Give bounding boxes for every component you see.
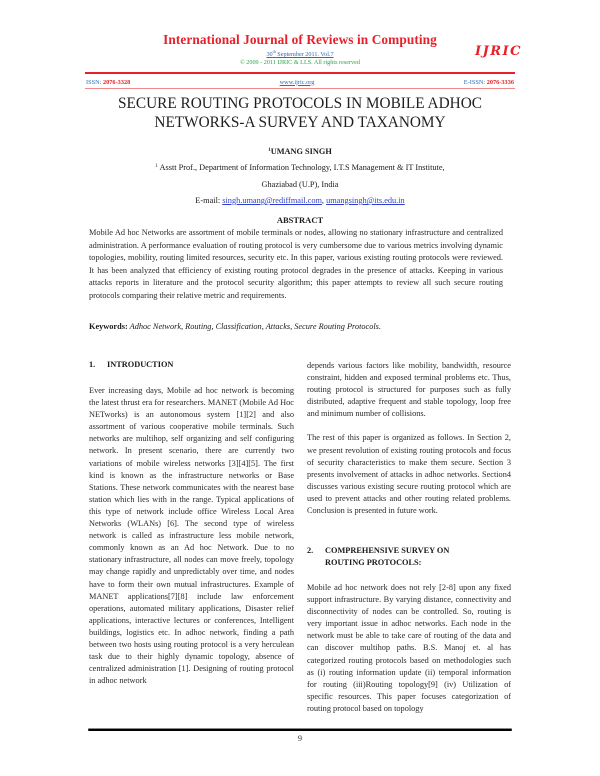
affiliation-line-1 (0, 163, 600, 172)
abstract-heading: ABSTRACT (276, 215, 324, 225)
section-1-heading (89, 360, 173, 369)
intro-paragraph-2: The rest of this paper is organized as follows. In Section 2, we present revolution of existing routing protocols and focus of security characteristics to make them secure. Section 3 presents involvement of attacks in adhoc networks. Section4 discusses various existing secure routing protocol which are used to prevent attacks and other routing related problems. Conclusion is presented in future work. (307, 433, 511, 516)
date-day: 30 (266, 51, 273, 59)
header-rule-top (85, 72, 515, 74)
affiliation-text: Asstt Prof., Department of Information Technology, I.T.S Management & IT Institute, (157, 163, 445, 172)
issn-row (86, 77, 514, 87)
eissn (464, 79, 514, 86)
affiliation-superscript: 1 (155, 164, 158, 169)
section-2-number: 2. (307, 546, 314, 555)
author-text: UMANG SINGH (270, 147, 332, 156)
section-2-title-line-1: COMPREHENSIVE SURVEY ON (325, 546, 450, 555)
section-2-heading (307, 545, 449, 568)
intro-paragraph-1: Ever increasing days, Mobile ad hoc network is becoming the latest thrust era for researchers. MANET (Mobile Ad Hoc NETworks) is an autonomous system [1][2] and also assortment of various cooperative mobile terminals. Such networks are multihop, self organizing and self configuring network. In present scenario, there are currently two variations of mobile wireless networks [3][4][5]. The first kind is known as the infrastructure networks or Base Stations. These network communicates with the nearest base station which lies with in the range. Typical applications of this type of network include office Wireless Local Area Networks (WLANs) [6]. The second type of wireless network is called as infrastructure less mobile network, commonly known as an Ad hoc Network. Due to no stationary infrastructure, all nodes can move freely, topology may change rapidly and unpredictably over time, and nodes have to form their own mutual infrastructures. Example of MANET applications[7][8] include law enforcement operations, automated military applications, Disaster relief applications, interactive lectures or conferences, Intelligent buildings, logistics etc. In adhoc network, finding a path between two hosts using routing protocol is a very herculean task due to their highly dynamic topology, absence of centralized administration [1]. Designing of routing protocol in adhoc network (89, 386, 294, 686)
email-link-1[interactable]: singh.umang@rediffmail.com (222, 196, 322, 205)
page-number: 9 (297, 734, 303, 743)
journal-website-link[interactable]: www.ijric.org (279, 78, 315, 86)
affiliation-line-2: Ghaziabad (U.P), India (261, 180, 339, 189)
keywords (89, 322, 509, 331)
paper-title (0, 94, 600, 132)
section-1-title: INTRODUCTION (107, 360, 174, 369)
abstract-body: Mobile Ad hoc Networks are assortment of mobile terminals or nodes, allowing no stationary infrastructure and centralized administration. A performance evaluation of routing protocol is very cumbersome due to various metrics involving dynamic topologies, mobility, routing limited resources, security etc. In this paper, various existing routing protocols were reviewed. It has been analyzed that efficiency of existing routing protocol degrades in the presence of attacks. Keeping in various attacks reports in literature and the protocol security algorithm; this paper attempts to review all such secure routing protocols comparing their relative metric and requirements. (89, 228, 503, 300)
left-column (89, 385, 294, 687)
author-name (0, 147, 600, 156)
eissn-label: E-ISSN: (463, 78, 486, 86)
date-rest: September 2011. Vol.7 (275, 51, 334, 59)
eissn-value: 2076-3336 (486, 78, 514, 86)
ijric-logo: IJRIC (475, 44, 522, 59)
footer-rule (88, 729, 512, 731)
issn (86, 79, 130, 86)
intro-paragraph-1-continued: depends various factors like mobility, bandwidth, resource constraint, hidden and exposed terminal problems etc. Thus, routing protocol is structured for purposes such as fully distributed, adaptive frequent and stable topology, loop free and minimum number of collisions. (307, 361, 511, 419)
email-row (0, 196, 600, 205)
paper-title-line-1: SECURE ROUTING PROTOCOLS IN MOBILE ADHOC (118, 95, 482, 112)
journal-title: International Journal of Reviews in Computing (163, 32, 437, 47)
survey-paragraph-1: Mobile ad hoc network does not rely [2-8] upon any fixed support infrastructure. By varying distance, connectivity and disconnectivity of nodes can be controlled. So, routing is very important issue in adhoc networks. Each node in the network must be able to take care of routing of the data and can discover multihop paths. B.S. Manoj et. al has categorized routing protocols based on methodologies such as (i) routing information update (ii) temporal information for routing (iii)Routing topology[9] (iv) Utilization of specific resources. This paper focuses categorization of routing protocol based on topology (307, 583, 511, 713)
email-separator: , (321, 196, 327, 205)
section-1-number: 1. (89, 360, 96, 369)
right-column-bottom (307, 582, 511, 715)
keywords-list: Adhoc Network, Routing, Classification, Attacks, Secure Routing Protocols. (127, 322, 381, 331)
email-label: E-mail: (195, 196, 223, 205)
keywords-label: Keywords: (89, 322, 128, 331)
email-link-2[interactable]: umangsingh@its.edu.in (326, 196, 405, 205)
paper-title-line-2: NETWORKS-A SURVEY AND TAXANOMY (154, 114, 446, 131)
issn-label: ISSN: (86, 78, 102, 86)
author-superscript: 1 (268, 148, 271, 153)
section-2-title-line-2: ROUTING PROTOCOLS: (325, 557, 422, 567)
date-suffix: th (272, 49, 276, 54)
copyright-notice: © 2009 - 2011 IJRIC & LLS. All rights reserved (240, 59, 360, 66)
issn-value: 2076-3328 (102, 78, 131, 86)
header-rule-bottom (85, 88, 515, 89)
right-column-top (307, 360, 511, 517)
